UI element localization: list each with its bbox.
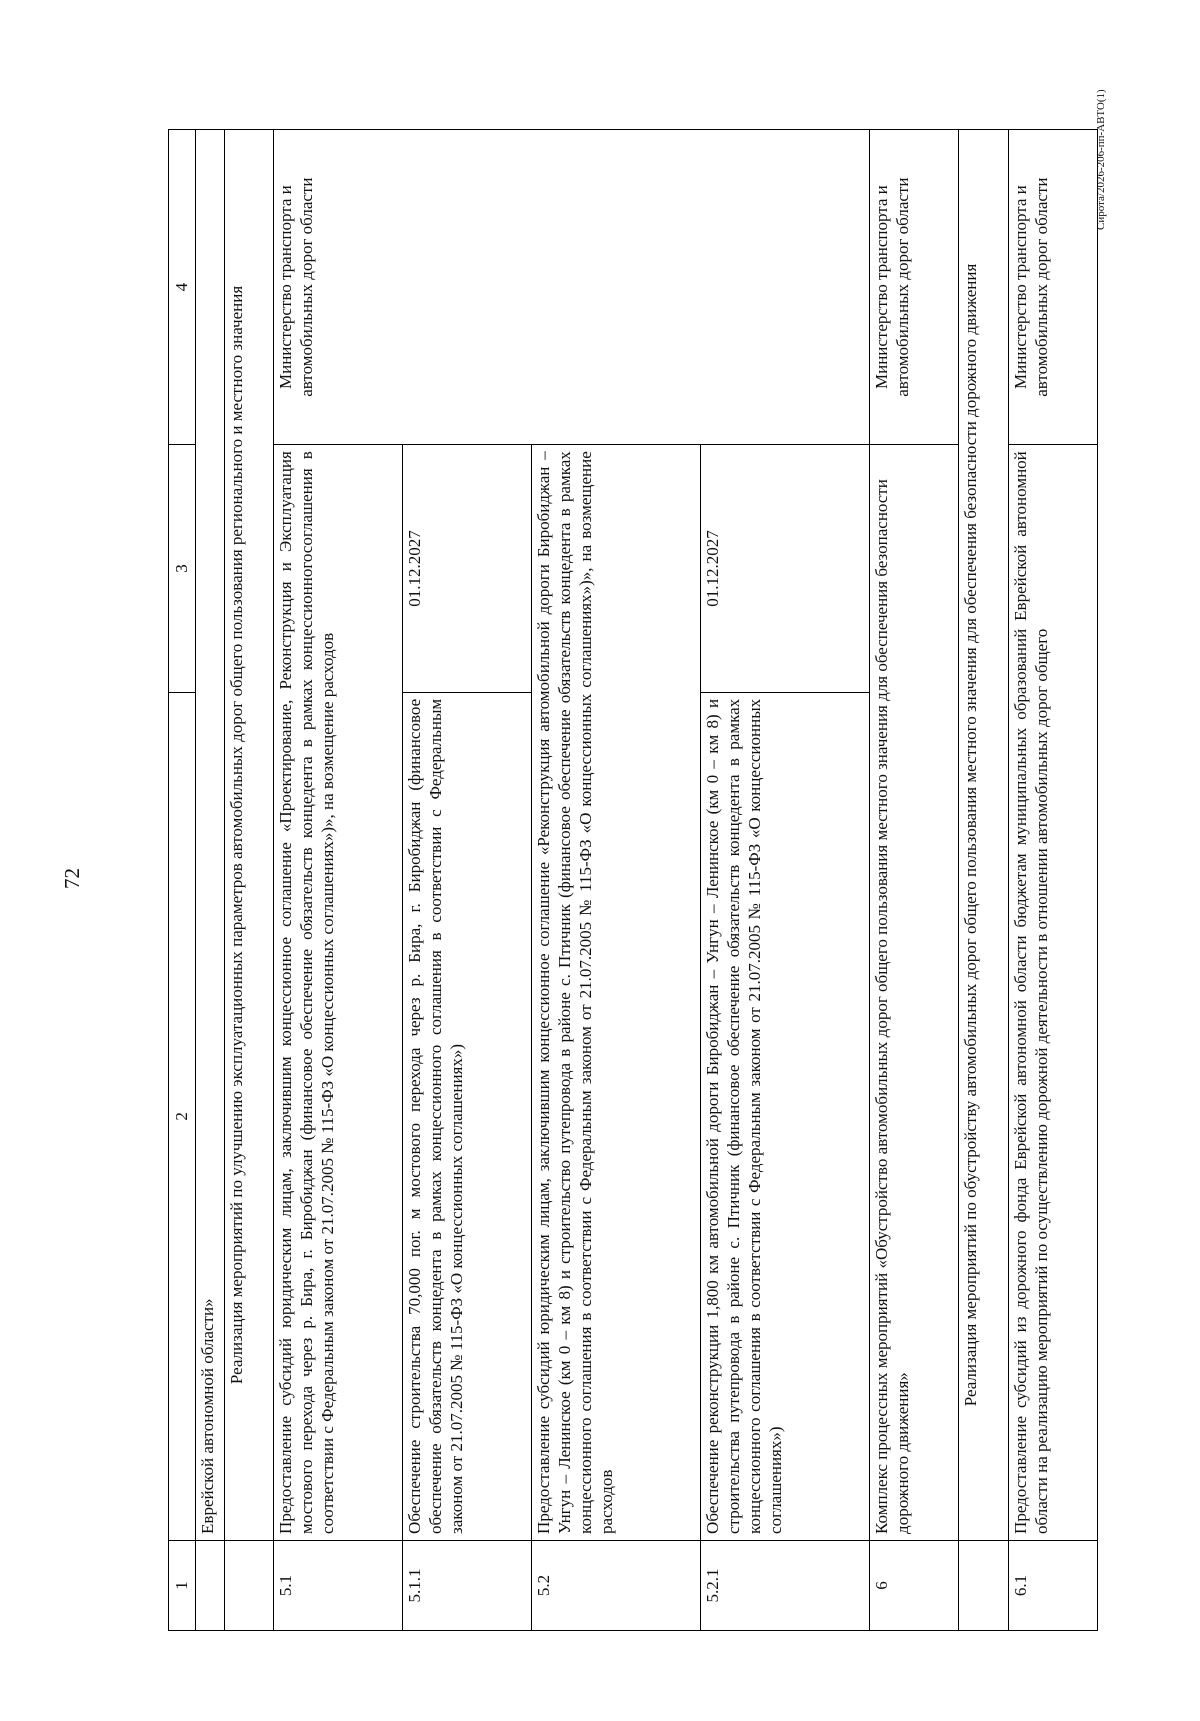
- row-number: 6: [870, 1540, 959, 1630]
- row-description: Предоставление субсидий юридическим лицам, заключившим концессионное соглашение «Проектирование, Реконструкция и Эксплуатация мостового перехода через р. Бира, г. Биробиджан (финансовое обеспечение обязательств концедента в рамках концессионногосоглашения в соответствии с Федеральным законом от 21.07.2005 № 115-ФЗ «О концессионных соглашениях»)», на возмещение расходов: [274, 445, 403, 1541]
- table-header-row: [169, 130, 196, 1631]
- page-number: 72: [60, 868, 84, 889]
- row-number: 5.1.1: [403, 1540, 532, 1630]
- column-header-3: 3: [169, 445, 196, 693]
- section-title-row: [225, 130, 274, 1631]
- document-code: Сирота/2026-206-пп-АВТО(1): [1095, 89, 1107, 230]
- section-title-row: [959, 130, 1008, 1631]
- row-description: Предоставление субсидий из дорожного фонда Еврейской автономной области бюджетам муниципальных образований Еврейской автономной области на реализацию мероприятий по осуществлению дорожной деятельности в отношении автомобильных дорог общего: [1008, 445, 1097, 1541]
- row-description: Обеспечение реконструкции 1,800 км автомобильной дороги Биробиджан – Унгун – Ленинское (км 0 – км 8) и строительства путепровода в районе с. Птичник (финансовое обеспечение обязательств концедента в рамках концессионного соглашения в соответствии с Федеральным законом от 21.07.2005 № 115-ФЗ «О концессионных соглашениях»): [701, 692, 870, 1540]
- continued-text: Еврейской автономной области»: [196, 130, 225, 1541]
- continued-text-row: [196, 130, 225, 1631]
- row-description: Предоставление субсидий юридическим лицам, заключившим концессионное соглашение «Реконструкция автомобильной дороги Биробиджан – Унгун – Ленинское (км 0 – км 8) и строительство путепровода в районе с. Птичник (финансовое обеспечение обязательств концедента в рамках концессионного соглашения в соответствии с Федеральным законом от 21.07.2005 № 115-ФЗ «О концессионных соглашениях»)», на возмещение расходов: [532, 445, 701, 1541]
- table-row: [274, 130, 403, 1631]
- rotated-table-area: [168, 129, 1098, 1631]
- row-number: 5.2: [532, 1540, 701, 1630]
- empty-cell: [225, 1540, 274, 1630]
- empty-cell: [196, 1540, 225, 1630]
- row-number: 5.2.1: [701, 1540, 870, 1630]
- responsible-executor: Министерство транспорта и автомобильных дорог области: [1008, 130, 1097, 445]
- row-description: Обеспечение строительства 70,000 пог. м мостового перехода через р. Бира, г. Биробиджан (финансовое обеспечение обязательств концедента в рамках концессионного соглашения в соответствии с Федеральным законом от 21.07.2005 № 115-ФЗ «О концессионных соглашениях»): [403, 692, 532, 1540]
- empty-cell: [959, 1540, 1008, 1630]
- column-header-2: 2: [169, 692, 196, 1540]
- table-row: [870, 130, 959, 1631]
- deadline-date: 01.12.2027: [701, 445, 870, 693]
- section-title: Реализация мероприятий по обустройству автомобильных дорог общего пользования местного значения для обеспечения безопасности дорожного движения: [959, 130, 1008, 1541]
- table-row: [1008, 130, 1097, 1631]
- row-number: 5.1: [274, 1540, 403, 1630]
- section-title: Реализация мероприятий по улучшению эксплуатационных параметров автомобильных дорог общего пользования регионального и местного значения: [225, 130, 274, 1541]
- responsible-executor: Министерство транспорта и автомобильных дорог области: [274, 130, 870, 445]
- measures-table: [168, 129, 1098, 1631]
- row-number: 6.1: [1008, 1540, 1097, 1630]
- deadline-date: 01.12.2027: [403, 445, 532, 693]
- column-header-4: 4: [169, 130, 196, 445]
- column-header-1: 1: [169, 1540, 196, 1630]
- responsible-executor: Министерство транспорта и автомобильных дорог области: [870, 130, 959, 445]
- row-description: Комплекс процессных мероприятий «Обустройство автомобильных дорог общего пользования местного значения для обеспечения безопасности дорожного движения»: [870, 445, 959, 1541]
